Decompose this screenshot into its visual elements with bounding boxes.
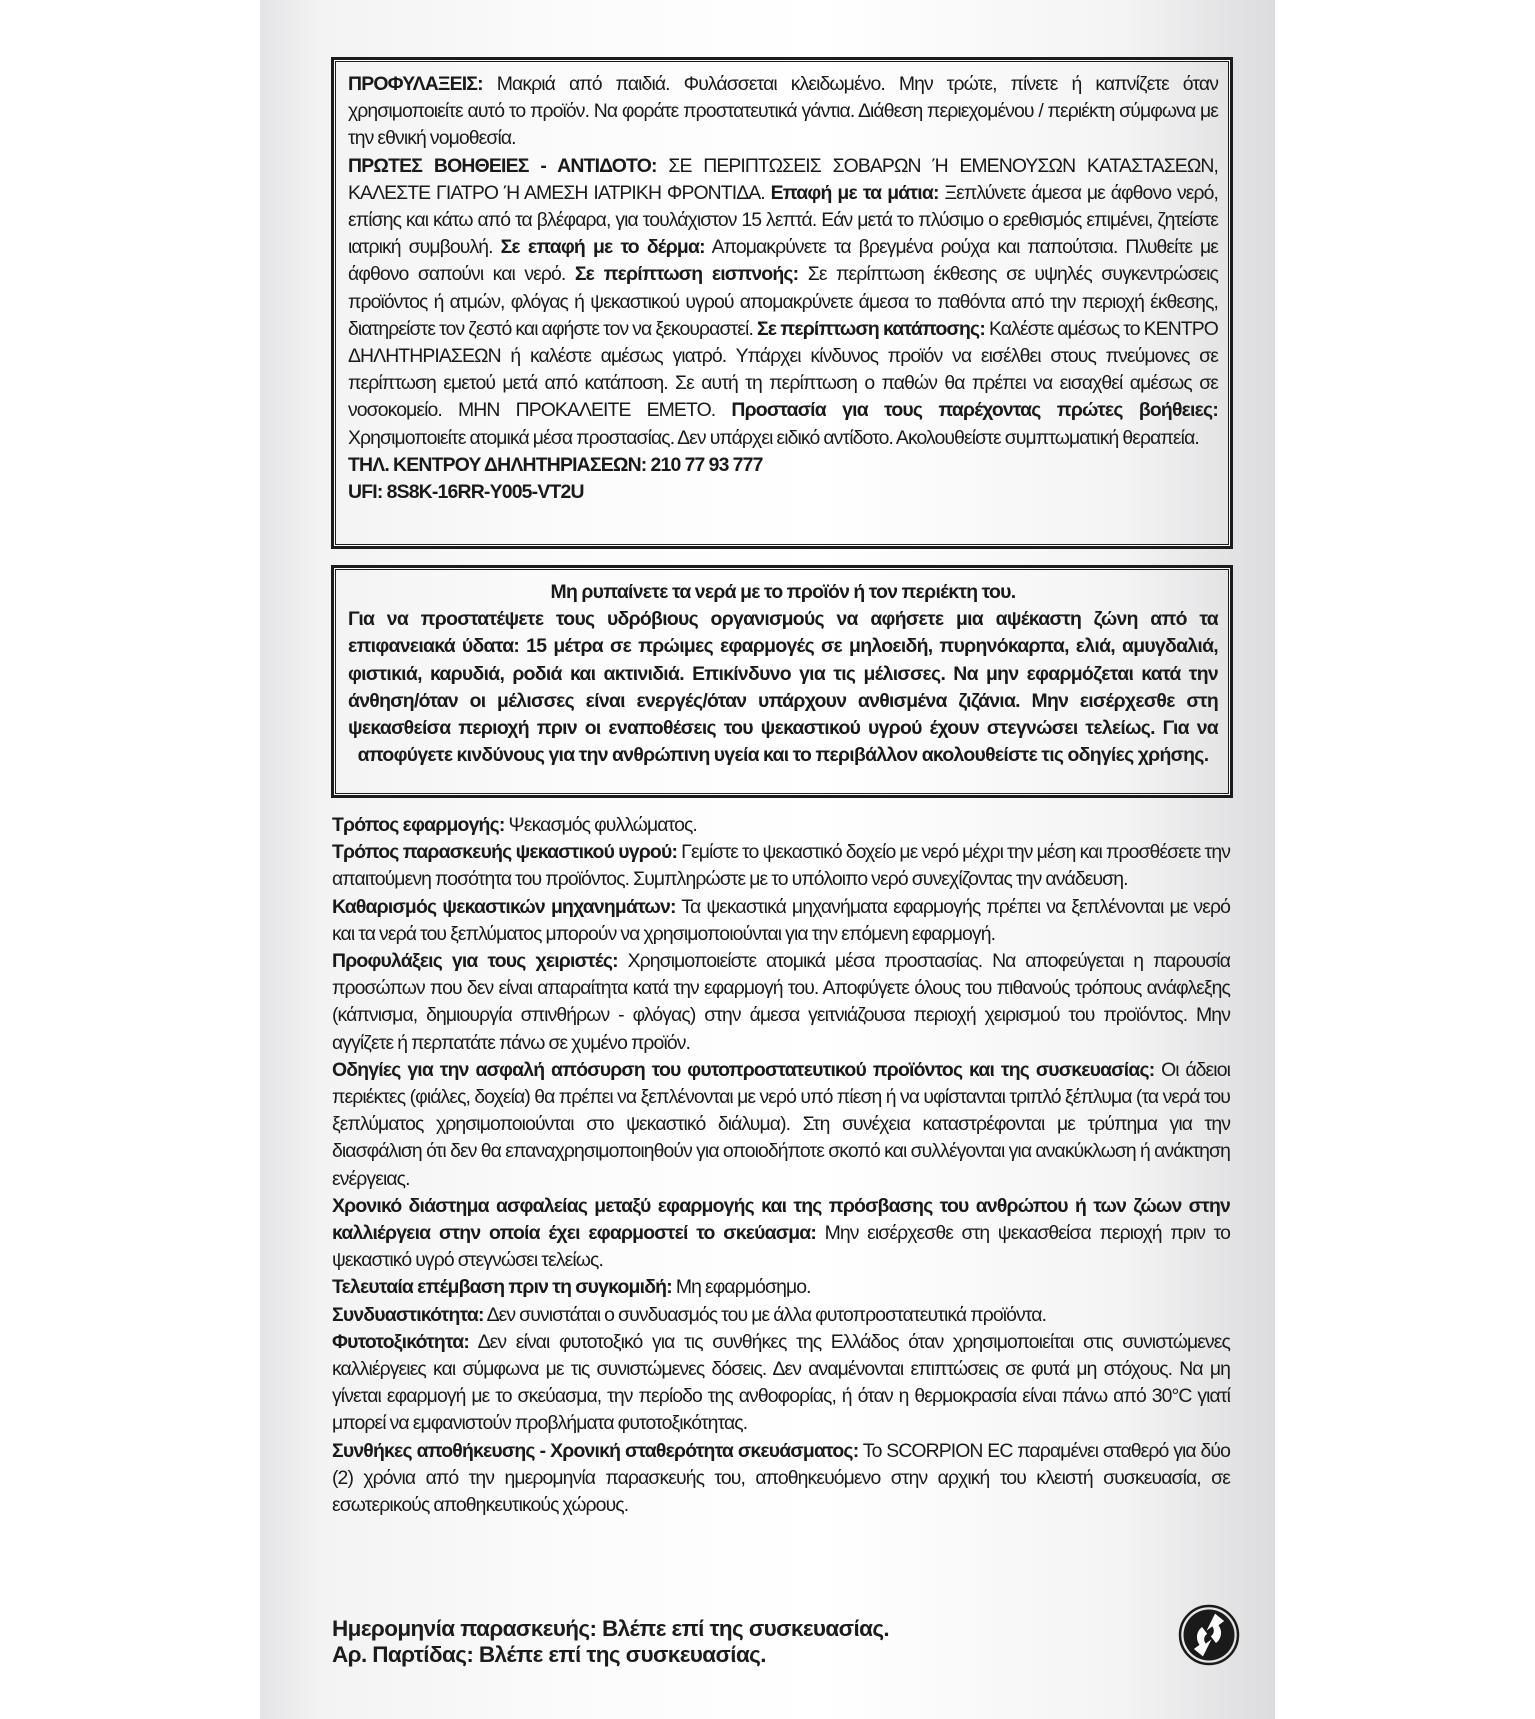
first-aider-protection-text: Χρησιμοποιείτε ατομικά μέσα προστασίας. Δεν υπάρχει ειδικό αντίδοτο. Ακολουθείστε συμπτωματική θεραπεία. — [348, 426, 1199, 449]
instruction-text: Δεν είναι φυτοτοξικό για τις συνθήκες της Ελλάδος όταν χρησιμοποιείται στις συνιστώμενες καλλιέργειες και σύμφωνα με τις συνιστώμενες δόσεις. Δεν αναμένονται επιπτώσεις σε φυτά μη στόχους. Να μη γίνεται εφαρμογή με το σκεύασμα, την περίοδο της ανθοφορίας, ή όταν η θερμοκρασία είναι πάνω από 30°C γιατί μπορεί να εμφανιστούν προβλήματα φυτοτοξικότητας. — [332, 1330, 1230, 1435]
instruction-label: Προφυλάξεις για τους χειριστές: — [332, 950, 618, 973]
instruction-label: Συνδυαστικότητα: — [332, 1303, 484, 1326]
skin-text: Απομακρύνετε τα βρεγμένα ρούχα και παπούτσια. Πλυθείτε με άφθονο σαπούνι και νερό. — [348, 236, 1218, 286]
usage-instructions — [332, 812, 1230, 1519]
batch-number: Αρ. Παρτίδας: Βλέπε επί της συσκευασίας. — [332, 1642, 766, 1667]
environment-body: Για να προστατέψετε τους υδρόβιους οργανισμούς να αφήσετε μια αψέκαστη ζώνη από τα επιφανειακά ύδατα: 15 μέτρα σε πρώιμες εφαρμογές σε μηλοειδή, πυρηνόκαρπα, ελιά, αμυγδαλιά, φιστικιά, καρυδιά, ροδιά και ακτινιδιά. Επικίνδυνο για τις μέλισσες. Να μην εφαρμόζεται κατά την άνθηση/όταν οι μέλισσες είναι ενεργές/όταν υπάρχουν ανθισμένα ζιζάνια. Μην εισέρχεσθε στη ψεκασθείσα περιοχή πριν οι εναποθέσεις του ψεκαστικού υγρού έχουν στεγνώσει τελείως. Για να αποφύγετε κινδύνους για την ανθρώπινη υγεία και το περιβάλλον ακολουθείστε τις οδηγίες χρήσης. — [348, 608, 1218, 767]
first-aid-text: ΣΕ ΠΕΡΙΠΤΩΣΕΙΣ ΣΟΒΑΡΩΝ Ή ΕΜΕΝΟΥΣΩΝ ΚΑΤΑΣΤΑΣΕΩΝ, ΚΑΛΕΣΤΕ ΓΙΑΤΡΟ Ή ΑΜΕΣΗ ΙΑΤΡΙΚΗ ΦΡΟΝΤΙΔΑ. — [348, 154, 1218, 204]
instruction-item — [332, 839, 1230, 893]
ufi-code — [348, 479, 1218, 506]
instruction-item — [332, 812, 1230, 839]
instruction-text: Τα ψεκαστικά μηχανήματα εφαρμογής πρέπει να ξεπλένονται με νερό και τα νερά του ξεπλύματος μπορούν να χρησιμοποιούνται για την επόμενη εφαρμογή. — [332, 895, 1230, 945]
environment-box — [331, 565, 1233, 798]
manufacture-date: Ημερομηνία παρασκευής: Βλέπε επί της συσκευασίας. — [332, 1616, 890, 1641]
eyes-text: Ξεπλύνετε άμεσα με άφθονο νερό, επίσης και κάτω από τα βλέφαρα, για τουλάχιστον 15 λεπτά. Εάν μετά το πλύσιμο ο ερεθισμός επιμένει, ζητείστε ιατρική συμβουλή. — [348, 181, 1219, 259]
precautions-box — [331, 57, 1233, 549]
instruction-item — [332, 894, 1230, 948]
instruction-label: Καθαρισμός ψεκαστικών μηχανημάτων: — [332, 895, 676, 918]
precautions-paragraph — [348, 71, 1218, 153]
precautions-label: ΠΡΟΦΥΛΑΞΕΙΣ: — [348, 73, 483, 95]
first-aider-protection-label: Προστασία για τους παρέχοντας πρώτες βοήθειες: — [731, 399, 1218, 422]
skin-label: Σε επαφή με το δέρμα: — [500, 236, 705, 259]
instruction-item — [332, 1193, 1230, 1275]
instruction-text: Γεμίστε το ψεκαστικό δοχείο με νερό μέχρι την μέση και προσθέσετε την απαιτούμενη ποσότητα του προϊόντος. Συμπληρώστε με το υπόλοιπο νερό συνεχίζοντας την ανάδευση. — [332, 841, 1230, 891]
green-dot-recycling-icon — [1178, 1604, 1240, 1666]
instruction-text: Το SCORPION EC παραμένει σταθερό για δύο (2) χρόνια από την ημερομηνία παρασκευής του, αποθηκευόμενο στην αρχική του κλειστή συσκευασία, σε εσωτερικούς αποθηκευτικούς χώρους. — [332, 1439, 1231, 1517]
instruction-text: Οι άδειοι περιέκτες (φιάλες, δοχεία) θα πρέπει να ξεπλένονται με νερό υπό πίεση ή να υφίστανται τριπλό ξέπλυμα (τα νερά του ξεπλύματος χρησιμοποιούνται στο ψεκαστικό διάλυμα). Στη συνέχεια καταστρέφονται με τρύπημα για την διασφάλιση ότι δεν θα επαναχρησιμοποιηθούν για οποιοδήποτε σκοπό και συλλέγονται για ανακύκλωση ή ανάκτηση ενέργειας. — [332, 1058, 1230, 1190]
instruction-item — [332, 1302, 1230, 1329]
instruction-item — [332, 1057, 1230, 1193]
instruction-label: Τρόπος παρασκευής ψεκαστικού υγρού: — [332, 841, 678, 864]
footer-info — [332, 1616, 1132, 1668]
first-aid-paragraph — [348, 153, 1218, 452]
ingestion-label: Σε περίπτωση κατάποσης: — [756, 317, 985, 340]
instruction-label: Χρονικό διάστημα ασφαλείας μεταξύ εφαρμογής και της πρόσβασης του ανθρώπου ή των ζώων στην καλλιέργεια στην οποία έχει εφαρμοστεί το σκεύασμα: — [332, 1194, 1230, 1245]
instruction-text: Ψεκασμός φυλλώματος. — [504, 814, 697, 836]
instruction-label: Συνθήκες αποθήκευσης - Χρονική σταθερότητα σκευάσματος: — [332, 1439, 859, 1462]
instruction-label: Οδηγίες για την ασφαλή απόσυρση του φυτοπροστατευτικού προϊόντος και της συσκευασίας: — [332, 1058, 1155, 1081]
instruction-label: Τελευταία επέμβαση πριν τη συγκομιδή: — [332, 1276, 672, 1299]
inhalation-text: Σε περίπτωση έκθεσης σε υψηλές συγκεντρώσεις προϊόντος ή ατμών, φλόγας ή ψεκαστικού υγρού απομακρύνετε άμεσα το παθόντα από την περιοχή έκθεσης, διατηρείστε τον ζεστό και αφήστε τον να ξεκουραστεί. — [348, 263, 1218, 340]
poison-center-text: ΤΗΛ. ΚΕΝΤΡΟΥ ΔΗΛΗΤΗΡΙΑΣΕΩΝ: 210 77 93 777 — [348, 453, 763, 476]
instruction-label: Τρόπος εφαρμογής: — [332, 814, 505, 836]
inhalation-label: Σε περίπτωση εισπνοής: — [574, 263, 799, 286]
instruction-text: Μη εφαρμόσημο. — [671, 1276, 811, 1299]
instruction-text: Χρησιμοποιείστε ατομικά μέσα προστασίας. Να αποφεύγεται η παρουσία προσώπων που δεν είναι απαραίτητα κατά την εφαρμογή του. Αποφύγετε όλους του πιθανούς τρόπους ανάφλεξης (κάπνισμα, δημιουργία σπινθήρων - φλόγας) στην άμεσα γειτνιάζουσα περιοχή χειρισμού του προϊόντος. Μην αγγίζετε ή περπατάτε πάνω σε χυμένο προϊόν. — [332, 950, 1230, 1054]
ingestion-text: Καλέστε αμέσως το ΚΕΝΤΡΟ ΔΗΛΗΤΗΡΙΑΣΕΩΝ ή καλέστε αμέσως γιατρό. Υπάρχει κίνδυνος προϊόν να εισέλθει στους πνεύμονες σε περίπτωση εμετού μετά από κατάποση. Σε αυτή τη περίπτωση ο παθών θα πρέπει να εισαχθεί αμέσως σε νοσοκομείο. ΜΗΝ ΠΡΟΚΑΛΕΙΤΕ ΕΜΕΤΟ. — [348, 317, 1218, 422]
instruction-label: Φυτοτοξικότητα: — [332, 1330, 470, 1353]
instruction-item — [332, 1438, 1230, 1520]
precautions-text: Μακριά από παιδιά. Φυλάσσεται κλειδωμένο. Μην τρώτε, πίνετε ή καπνίζετε όταν χρησιμοποιείτε αυτό το προϊόν. Να φοράτε προστατευτικά γάντια. Διάθεση περιεχομένου / περιέκτη σύμφωνα με την εθνική νομοθεσία. — [348, 73, 1218, 150]
ufi-text: UFI: 8S8K-16RR-Y005-VT2U — [348, 481, 584, 504]
instruction-item — [332, 1274, 1230, 1301]
first-aid-label: ΠΡΩΤΕΣ ΒΟΗΘΕΙΕΣ - ΑΝΤΙΔΟΤΟ: — [348, 154, 657, 177]
poison-center-phone — [348, 452, 1218, 479]
environment-title: Μη ρυπαίνετε τα νερά με το προϊόν ή τον περιέκτη του. — [550, 581, 1016, 603]
instruction-item — [332, 948, 1230, 1057]
eyes-label: Επαφή με τα μάτια: — [770, 181, 939, 204]
instruction-text: Δεν συνιστάται ο συνδυασμός του με άλλα φυτοπροστατευτικά προϊόντα. — [483, 1303, 1047, 1326]
instruction-text: Μην εισέρχεσθε στη ψεκασθείσα περιοχή πριν το ψεκαστικό υγρό στεγνώσει τελείως. — [332, 1222, 1230, 1272]
instruction-item — [332, 1329, 1230, 1438]
